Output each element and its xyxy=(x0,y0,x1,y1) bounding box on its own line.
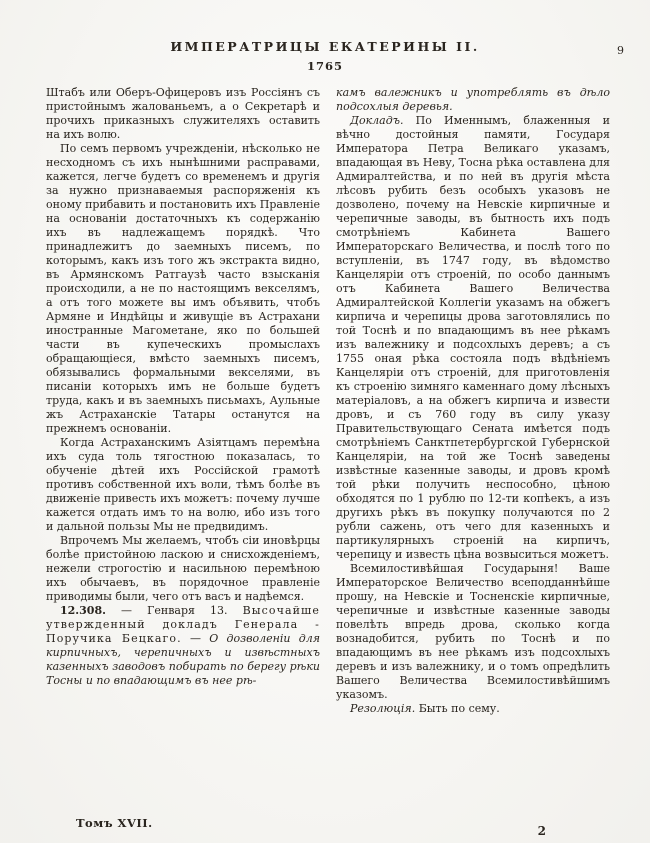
volume-label: Томъ XVII. xyxy=(76,816,153,830)
signature-mark: 2 xyxy=(537,824,546,838)
decree-heading xyxy=(46,604,320,688)
resolution-lead-word: Резолюція. xyxy=(350,702,416,715)
running-title: ИМПЕРАТРИЦЫ ЕКАТЕРИНЫ II. xyxy=(170,39,480,54)
report-body: По Именнымъ, блаженныя и вѣчно достойныя памяти, Государя Императора Петра Великаго указамъ, впадающая въ Неву, Тосна рѣка оставлена для Адмиралтейства, и по ней въ другія мѣста лѣсовъ рубить безъ особыхъ указовъ не дозволено, почему на Невскіе кирпичные и черепичные заводы, въ бытность ихъ подъ смотрѣніемъ Кабинета Вашего Императорскаго Величества, и послѣ того по вступленіи, въ 1747 году, въ вѣдомство Канцеляріи отъ строеній, по особо даннымъ отъ Кабинета Вашего Величества Адмиралтейской Коллегіи указамъ на обжегъ кирпича и черепицы дрова заготовлялись по той Тоснѣ и по впадающимъ въ нее рѣкамъ изъ валежнику и подсохлыхъ деревъ; а съ 1755 оная рѣка состояла подъ вѣдѣніемъ Канцеляріи отъ строеній, для приготовленія къ строенію зимняго каменнаго дому лѣсныхъ матеріаловъ, а на обжегъ кирпича и извести дровъ, и съ 760 году въ силу указу Правительствующаго Сената имѣется подъ смотрѣніемъ Санктпетербургской Губернской Канцеляріи, на той же Тоснѣ заведены извѣстные казенные заводы, и дровъ кромѣ той рѣки получить неспособно, цѣною обходятся по 1 рублю по 12-ти копѣекъ, а изъ другихъ рѣкъ въ покупку получаются по 2 рубли сажень, отъ чего для казенныхъ и партикулярныхъ строеній на кирпичъ, черепицу и известь цѣна возвыситься можетъ. xyxy=(336,114,610,561)
left-column xyxy=(46,86,320,688)
page-number: 9 xyxy=(617,44,624,57)
year-heading: 1765 xyxy=(306,59,343,73)
decree-title-continuation: камъ валежникъ и употреблять въ дѣло подсохлыя деревья. xyxy=(336,86,610,113)
right-column xyxy=(336,86,610,716)
paragraph-resolution xyxy=(336,702,610,716)
paragraph-petition: Всемилостивѣйшая Государыня! Ваше Императорское Величество всеподданнѣйше прошу, на Невскіе и Тосненскіе кирпичные, черепичные и извѣстные казенные заводы повелѣть впредь дрова, сколько когда вознадобится, рубить по Тоснѣ и по впадающимъ въ нее рѣкамъ изъ подсохлыхъ деревъ и изъ валежнику, и о томъ опредѣлить Вашего Величества Всемилостивѣйшимъ указомъ. xyxy=(336,562,610,701)
paragraph-report xyxy=(336,114,610,562)
decree-title-caps: Высочайше утвержденный докладъ Генерала - Поручика Бецкаго. xyxy=(46,604,320,645)
text-columns xyxy=(0,73,650,716)
page-header xyxy=(0,0,650,73)
report-lead-word: Докладъ. xyxy=(350,114,404,127)
decree-number: 12.308. xyxy=(60,604,106,617)
paragraph-staff-officers: Штабъ или Оберъ-Офицеровъ изъ Россіянъ съ пристойнымъ жалованьемъ, а о Секретарѣ и прочихъ приказныхъ служителяхъ оставить на ихъ волю. xyxy=(46,86,320,141)
paragraph-conclusion: Впрочемъ Мы желаемъ, чтобъ сіи иновѣрцы болѣе пристойною ласкою и снисхожденіемъ, нежели строгостію и насильною перемѣною ихъ обычаевъ, въ порядочное правленіе приводимы были, чего отъ васъ и надѣемся. xyxy=(46,534,320,603)
resolution-body: Быть по сему. xyxy=(418,702,500,715)
decree-title-italic: — О дозволеніи для кирпичныхъ, черепичныхъ и извѣстныхъ казенныхъ заводовъ побирать по берегу рѣки Тосны и по впадающимъ въ нее рѣ- xyxy=(46,632,321,687)
paragraph-astrakhan-courts: Когда Астраханскимъ Азіятцамъ перемѣна ихъ суда толь тягостною показалась, то обученіе дѣтей ихъ Россійской грамотѣ противъ собственной ихъ воли, тѣмъ болѣе въ движеніе привесть ихъ можетъ: почему лучше кажется отдать имъ то на волю, ибо изъ того и дальной пользы Мы не предвидимъ. xyxy=(46,436,320,533)
paragraph-establishment: По семъ первомъ учрежденіи, нѣсколько не несходномъ съ ихъ нынѣшними расправами, кажется, легче будетъ со временемъ и другія за нужно признаваемыя распоряженія къ оному прибавить и постановить ихъ Правленіе на основаніи достаточныхъ къ содержанію ихъ въ надлежащемъ порядкѣ. Что принадлежитъ до заемныхъ писемъ, по которымъ, какъ изъ того жъ экстракта видно, въ Армянскомъ Ратгаузѣ часто взысканія происходили, а не по настоящимъ векселямъ, а отъ того можете вы имъ объявить, чтобъ Армяне и Индѣйцы и живущіе въ Астрахани иностранные Магометане, яко по большей части въ купеческихъ промыслахъ обращающіеся, вмѣсто заемныхъ писемъ, обязывались формальными векселями, въ писаніи которыхъ имъ не больше будетъ труда, какъ и въ заемныхъ письмахъ, Аульные жъ Астраханскіе Татары останутся на прежнемъ основаніи. xyxy=(46,142,320,435)
decree-date: — Генваря 13. xyxy=(121,604,243,617)
